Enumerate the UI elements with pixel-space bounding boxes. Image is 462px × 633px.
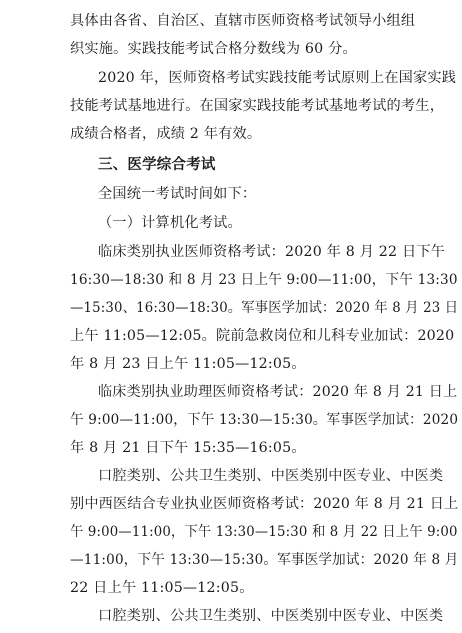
paragraph-line: 技能考试基地进行。在国家实践技能考试基地考试的考生， xyxy=(70,97,445,114)
subsection-heading: （一）计算机化考试。 xyxy=(98,214,242,231)
paragraph-line: 具体由各省、自治区、直辖市医师资格考试领导小组组 xyxy=(70,13,416,29)
paragraph-line: —11:00，下午 13:30—15:30。军事医学加试：2020 年 8 月 xyxy=(70,552,459,569)
paragraph-line: 临床类别执业医师资格考试：2020 年 8 月 22 日下午 xyxy=(98,243,446,260)
paragraph-line: 织实施。实践技能考试合格分数线为 60 分。 xyxy=(70,40,357,57)
paragraph-line: 临床类别执业助理医师资格考试：2020 年 8 月 21 日上 xyxy=(98,384,458,401)
paragraph-line: 午 9:00—11:00，下午 13:30—15:30。军事医学加试：2020 xyxy=(70,412,459,429)
paragraph-line: 全国统一考试时间如下： xyxy=(98,186,257,203)
paragraph-line: 口腔类别、公共卫生类别、中医类别中医专业、中医类 xyxy=(98,468,444,485)
paragraph-line: 年 8 月 21 日下午 15:35—16:05。 xyxy=(70,440,306,457)
paragraph-line: 16:30—18:30 和 8 月 23 日上午 9:00—11:00，下午 13:30 xyxy=(70,271,458,288)
section-heading: 三、医学综合考试 xyxy=(98,157,216,174)
paragraph-line: 别中西医结合专业执业医师资格考试：2020 年 8 月 21 日上 xyxy=(70,496,459,513)
paragraph-line: 22 日上午 11:05—12:05。 xyxy=(70,580,254,597)
paragraph-line: 年 8 月 23 日上午 11:05—12:05。 xyxy=(70,355,306,372)
paragraph-line: —15:30、16:30—18:30。军事医学加试：2020 年 8 月 23 日 xyxy=(70,299,459,316)
paragraph-line: 成绩合格者，成绩 2 年有效。 xyxy=(70,125,262,142)
paragraph-line: 午 9:00—11:00，下午 13:30—15:30 和 8 月 22 日上午 9:00 xyxy=(70,524,458,541)
paragraph-line: 2020 年，医师资格考试实践技能考试原则上在国家实践 xyxy=(98,69,457,86)
paragraph-line: 上午 11:05—12:05。院前急救岗位和儿科专业加试：2020 xyxy=(70,327,455,344)
paragraph-line: 口腔类别、公共卫生类别、中医类别中医专业、中医类 xyxy=(98,608,444,624)
